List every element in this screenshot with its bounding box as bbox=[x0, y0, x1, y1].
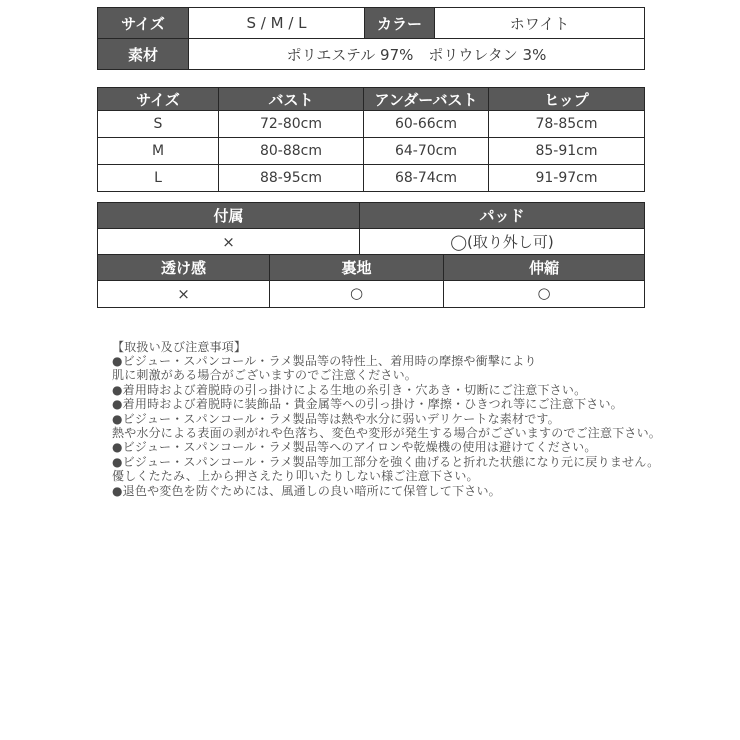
material-label-cell: 素材 bbox=[98, 39, 189, 70]
care-note-line: 熱や水分による表面の剥がれや色落ち、変色や変形が発生する場合がございますのでご注意下さい。 bbox=[112, 425, 662, 440]
underbust-cell: 60-66cm bbox=[364, 111, 489, 138]
size-chart-header-underbust: アンダーバスト bbox=[364, 88, 489, 111]
size-chart-header-row bbox=[98, 88, 645, 111]
size-chart-header-bust: バスト bbox=[219, 88, 364, 111]
feature-value-row bbox=[98, 280, 645, 307]
feature-header-row bbox=[98, 254, 645, 280]
accessory-header-row bbox=[98, 203, 645, 229]
hip-cell: 78-85cm bbox=[489, 111, 645, 138]
care-note-line: ●着用時および着脱時の引っ掛けによる生地の糸引き・穴あき・切断にご注意下さい。 bbox=[112, 382, 587, 397]
bust-cell: 72-80cm bbox=[219, 111, 364, 138]
sheerness-lining-stretch-table bbox=[97, 254, 645, 308]
care-note-line: ●ビジュー・スパンコール・ラメ製品等は熱や水分に弱いデリケートな素材です。 bbox=[112, 411, 560, 426]
spec-row-size-color bbox=[98, 8, 645, 39]
sheerness-value-cell: × bbox=[98, 280, 270, 307]
care-note-line: ●ビジュー・スパンコール・ラメ製品等へのアイロンや乾燥機の使用は避けてください。 bbox=[112, 440, 597, 455]
care-note-line: 優しくたたみ、上から押さえたり叩いたりしない様ご注意下さい。 bbox=[112, 469, 479, 484]
size-chart-row-m bbox=[98, 138, 645, 165]
care-note-line: ●退色や変色を防ぐためには、風通しの良い暗所にて保管して下さい。 bbox=[112, 483, 501, 498]
underbust-cell: 64-70cm bbox=[364, 138, 489, 165]
spec-row-material bbox=[98, 39, 645, 70]
size-chart-header-size: サイズ bbox=[98, 88, 219, 111]
sheerness-header: 透け感 bbox=[98, 254, 270, 280]
size-cell: S bbox=[98, 111, 219, 138]
pad-header: パッド bbox=[360, 203, 645, 229]
lining-header: 裏地 bbox=[270, 254, 444, 280]
size-label-cell: サイズ bbox=[98, 8, 189, 39]
pad-value-cell: ◯(取り外し可) bbox=[360, 229, 645, 255]
stretch-header: 伸縮 bbox=[444, 254, 645, 280]
care-note-line: 肌に刺激がある場合がございますのでご注意ください。 bbox=[112, 368, 418, 383]
color-value-cell: ホワイト bbox=[435, 8, 645, 39]
care-notes bbox=[97, 339, 662, 498]
color-label-cell: カラー bbox=[365, 8, 435, 39]
size-chart-header-hip: ヒップ bbox=[489, 88, 645, 111]
bust-cell: 80-88cm bbox=[219, 138, 364, 165]
lining-value-cell: ○ bbox=[270, 280, 444, 307]
hip-cell: 91-97cm bbox=[489, 165, 645, 192]
care-notes-title: 【取扱い及び注意事項】 bbox=[112, 339, 247, 354]
product-spec-sheet bbox=[97, 0, 662, 498]
size-value-cell: S / M / L bbox=[189, 8, 365, 39]
care-note-line: ●着用時および着脱時に装飾品・貴金属等への引っ掛け・摩擦・ひきつれ等にご注意下さい。 bbox=[112, 397, 623, 412]
stretch-value-cell: ○ bbox=[444, 280, 645, 307]
accessory-value-row bbox=[98, 229, 645, 255]
care-note-line: ●ビジュー・スパンコール・ラメ製品等加工部分を強く曲げると折れた状態になり元に戻りません。 bbox=[112, 454, 660, 469]
bust-cell: 88-95cm bbox=[219, 165, 364, 192]
size-cell: M bbox=[98, 138, 219, 165]
spec-table bbox=[97, 7, 645, 70]
size-cell: L bbox=[98, 165, 219, 192]
care-note-line: ●ビジュー・スパンコール・ラメ製品等の特性上、着用時の摩擦や衝撃により bbox=[112, 353, 537, 368]
material-value-cell: ポリエステル 97% ポリウレタン 3% bbox=[189, 39, 645, 70]
accessory-pad-table bbox=[97, 202, 645, 255]
accessory-value-cell: × bbox=[98, 229, 360, 255]
accessory-header: 付属 bbox=[98, 203, 360, 229]
hip-cell: 85-91cm bbox=[489, 138, 645, 165]
size-chart-table bbox=[97, 87, 645, 192]
size-chart-row-s bbox=[98, 111, 645, 138]
size-chart-row-l bbox=[98, 165, 645, 192]
underbust-cell: 68-74cm bbox=[364, 165, 489, 192]
